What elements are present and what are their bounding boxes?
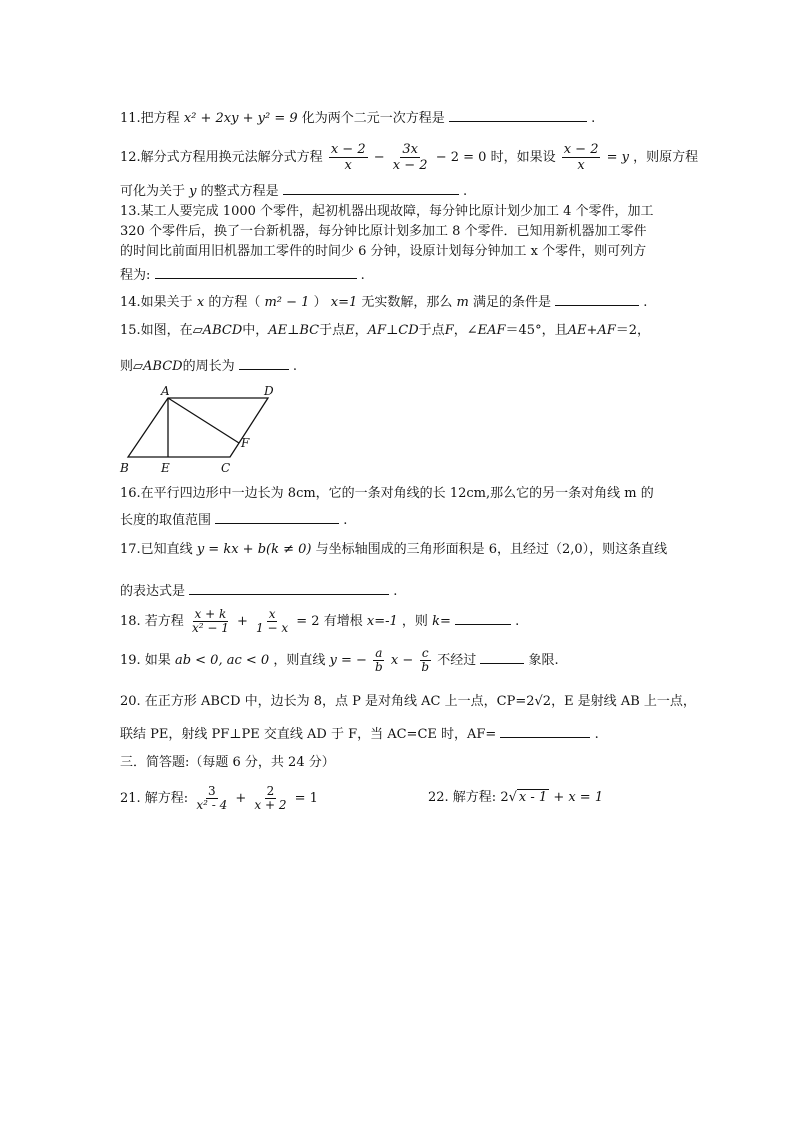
question-11 <box>120 107 680 128</box>
q19-suffix: 不经过 <box>437 653 477 668</box>
q21-eq: = 1 <box>294 791 318 806</box>
q13-line4-prefix: 程为: <box>120 268 151 283</box>
q12-var-y: y <box>189 184 197 199</box>
q14-mid3: 无实数解，那么 <box>361 295 453 310</box>
q18-eq: = 2 <box>296 614 320 629</box>
question-14 <box>120 291 680 312</box>
q12-frac3-num: x − 2 <box>563 142 599 157</box>
q14-answer-blank[interactable] <box>555 291 639 306</box>
q22-prefix: 22. 解方程: <box>428 790 497 805</box>
q18-root: x=-1 <box>366 614 398 629</box>
q12-frac1-num: x − 2 <box>330 142 366 157</box>
q15-text-c: 于点 <box>319 323 346 338</box>
q15-text-b: 中， <box>242 323 269 338</box>
q20-line2-prefix: 联结 PE，射线 PF⊥PE 交直线 AD 于 F，当 AC=CE 时，AF= <box>120 727 497 742</box>
q18-frac2-num: x <box>268 607 276 621</box>
q19-frac2-num: c <box>421 646 429 660</box>
q15-line2-b: 的周长为 <box>182 359 235 374</box>
q12-end: . <box>462 184 468 199</box>
q15-sum: AE+AF <box>567 323 616 338</box>
q12-line2-suffix: 的整式方程是 <box>200 184 279 199</box>
q15-text-a: 15.如图，在 <box>120 323 193 338</box>
q21-frac1-num: 3 <box>207 784 216 798</box>
q18-frac2-den: 1 − x <box>256 621 289 635</box>
q12-frac2-den: x − 2 <box>392 158 428 173</box>
q12-fraction-1 <box>329 142 368 173</box>
q12-frac2-num: 3x <box>402 142 418 157</box>
q13-line3: 的时间比前面用旧机器加工零件的时间少 6 分钟，设原计划每分钟加工 x 个零件，则可列方 <box>120 244 647 259</box>
q12-mid: 时，如果设 <box>490 150 556 165</box>
q20-line1-b: ，E 是射线 AB 上一点， <box>551 694 696 709</box>
q12-minus: − <box>373 150 385 165</box>
q14-end: . <box>643 295 648 310</box>
q15-line2-a: 则 <box>120 359 134 374</box>
question-17-line1 <box>120 541 680 559</box>
question-18 <box>120 608 680 635</box>
q16-line2-prefix: 长度的取值范围 <box>120 513 212 528</box>
q11-prefix: 11.把方程 <box>120 111 180 126</box>
q21-fraction-2 <box>252 785 288 812</box>
q18-frac1-num: x + k <box>194 607 227 621</box>
question-20-line1 <box>120 693 696 711</box>
q19-frac1-num: a <box>375 646 383 660</box>
q15-parallelogram-1: ▱ABCD <box>192 323 243 338</box>
q20-line1-a: 20. 在正方形 ABCD 中，边长为 8，点 P 是对角线 AC 上一点，CP= <box>120 694 527 709</box>
q15-text-h: ＝2， <box>615 323 651 338</box>
q11-answer-blank[interactable] <box>449 107 587 122</box>
q18-fraction-2 <box>254 608 290 635</box>
q17-formula: y = kx + b(k ≠ 0) <box>196 542 312 557</box>
q11-end: . <box>591 111 596 126</box>
q13-end: . <box>360 268 365 283</box>
q22-tail: + x = 1 <box>553 790 604 805</box>
q12-line2-prefix: 可化为关于 <box>120 184 186 199</box>
q15-parallelogram-2: ▱ABCD <box>133 359 183 374</box>
sqrt-symbol-icon: √ <box>508 790 517 805</box>
q21-frac2-den: x + 2 <box>254 798 287 812</box>
q15-answer-blank[interactable] <box>239 355 289 370</box>
q17-end: . <box>393 584 398 599</box>
question-15-line2 <box>120 355 680 376</box>
question-12-line1 <box>120 142 699 173</box>
question-16-line2 <box>120 509 680 530</box>
q14-mid2: ） <box>313 295 327 310</box>
q19-frac2-den: b <box>421 660 430 674</box>
q14-mid1: 的方程（ <box>208 295 261 310</box>
q19-fraction-1 <box>373 647 385 674</box>
q14-prefix: 14.如果关于 <box>120 295 193 310</box>
q18-plus: + <box>237 614 248 629</box>
point-label-e: E <box>161 461 170 475</box>
q18-k: k= <box>432 614 451 629</box>
q15-af: AF⊥CD <box>367 323 419 338</box>
q17-line2-prefix: 的表达式是 <box>120 584 186 599</box>
question-15-line1 <box>120 322 680 340</box>
q14-var-x: x <box>196 295 205 310</box>
q13-line1: 13.某工人要完成 1000 个零件，起初机器出现故障，每分钟比原计划少加工 4 个零件，加工 <box>120 204 654 219</box>
q17-prefix: 17.已知直线 <box>120 542 193 557</box>
q18-frac1-den: x² − 1 <box>191 621 229 635</box>
q19-condition: ab < 0, ac < 0 <box>174 653 270 668</box>
parallelogram-diagram <box>118 385 288 480</box>
q21-frac1-den: x² - 4 <box>196 798 228 812</box>
q12-frac3-den: x <box>577 158 585 173</box>
q16-answer-blank[interactable] <box>215 509 339 524</box>
q15-text-f: ，∠ <box>453 323 478 338</box>
q11-suffix: 化为两个二元一次方程是 <box>301 111 445 126</box>
question-17-line2 <box>120 580 680 601</box>
q21-fraction-1 <box>194 785 229 812</box>
q15-text-e: 于点 <box>418 323 445 338</box>
question-16-line1 <box>120 485 680 503</box>
q12-prefix: 12.解分式方程用换元法解分式方程 <box>120 150 323 165</box>
q12-fraction-2 <box>391 142 430 173</box>
q20-answer-blank[interactable] <box>500 723 590 738</box>
q19-mid: ，则直线 <box>273 653 326 668</box>
q13-answer-blank[interactable] <box>155 264 357 279</box>
q13-line2: 320 个零件后，换了一台新机器，每分钟比原计划多加工 8 个零件．已知用新机器加工零件 <box>120 224 647 239</box>
segment-af <box>168 398 239 443</box>
q14-m-expression: m² − 1 <box>264 295 310 310</box>
q18-end: . <box>515 614 520 629</box>
q15-text-d: ， <box>354 323 368 338</box>
question-19 <box>120 647 680 674</box>
q15-ae: AE⊥BC <box>268 323 320 338</box>
question-20-line2 <box>120 723 680 744</box>
q19-frac1-den: b <box>375 660 383 674</box>
q12-fraction-3 <box>562 142 601 173</box>
question-21 <box>120 785 400 812</box>
question-13-line2 <box>120 223 680 241</box>
q20-cp-value: 2√2 <box>526 694 552 709</box>
q21-plus: + <box>235 791 247 806</box>
q17-suffix: 与坐标轴围成的三角形面积是 6，且经过（2,0），则这条直线 <box>315 542 668 557</box>
q18-mid2: ，则 <box>401 614 428 629</box>
question-22 <box>428 789 678 807</box>
q12-answer-blank[interactable] <box>283 180 459 195</box>
q20-end: . <box>594 727 599 742</box>
question-13-line3 <box>120 243 680 261</box>
question-12-line2 <box>120 180 680 201</box>
q22-coefficient: 2 <box>500 790 509 805</box>
section-3-title <box>120 754 680 772</box>
q19-end: 象限. <box>528 653 559 668</box>
q15-e: E <box>345 323 355 338</box>
q18-prefix: 18. 若方程 <box>120 614 184 629</box>
q16-line1: 16.在平行四边形中一边长为 8cm，它的一条对角线的长 12cm,那么它的另一条对角线 m 的 <box>120 486 654 501</box>
parallelogram-figure <box>118 385 288 480</box>
q19-answer-blank[interactable] <box>480 649 524 664</box>
q11-equation: x² + 2xy + y² = 9 <box>183 111 298 126</box>
q12-eq-y: = y <box>606 150 629 165</box>
q15-eaf: EAF <box>477 323 506 338</box>
section-3-title-text: 三．简答题:（每题 6 分，共 24 分） <box>120 755 335 770</box>
point-label-d: D <box>264 385 274 398</box>
q22-radicand: x - 1 <box>518 790 548 805</box>
q14-suffix: 满足的条件是 <box>473 295 552 310</box>
q19-fraction-2 <box>419 647 431 674</box>
q18-mid: 有增根 <box>323 614 363 629</box>
q19-y-eq: y = − <box>329 653 367 668</box>
q16-end: . <box>343 513 348 528</box>
q19-prefix: 19. 如果 <box>120 653 171 668</box>
q18-fraction-1 <box>190 608 231 635</box>
question-13-line1 <box>120 203 680 221</box>
q17-answer-blank[interactable] <box>189 580 389 595</box>
question-13-line4 <box>120 264 680 285</box>
q12-tail: − 2 = 0 <box>435 150 487 165</box>
q19-x-minus: x − <box>390 653 414 668</box>
q12-frac1-den: x <box>344 158 352 173</box>
q12-suffix: ，则原方程 <box>633 150 699 165</box>
q14-var-m: m <box>456 295 469 310</box>
q21-frac2-num: 2 <box>266 784 275 798</box>
point-label-b: B <box>120 461 129 475</box>
point-label-c: C <box>221 461 231 475</box>
point-label-f: F <box>241 436 250 450</box>
q14-x1: x=1 <box>330 295 358 310</box>
q15-text-g: ＝45°，且 <box>505 323 568 338</box>
q15-end: . <box>292 359 298 374</box>
q15-f: F <box>444 323 454 338</box>
q18-answer-blank[interactable] <box>455 610 511 625</box>
q21-prefix: 21. 解方程: <box>120 791 189 806</box>
point-label-a: A <box>161 385 170 398</box>
